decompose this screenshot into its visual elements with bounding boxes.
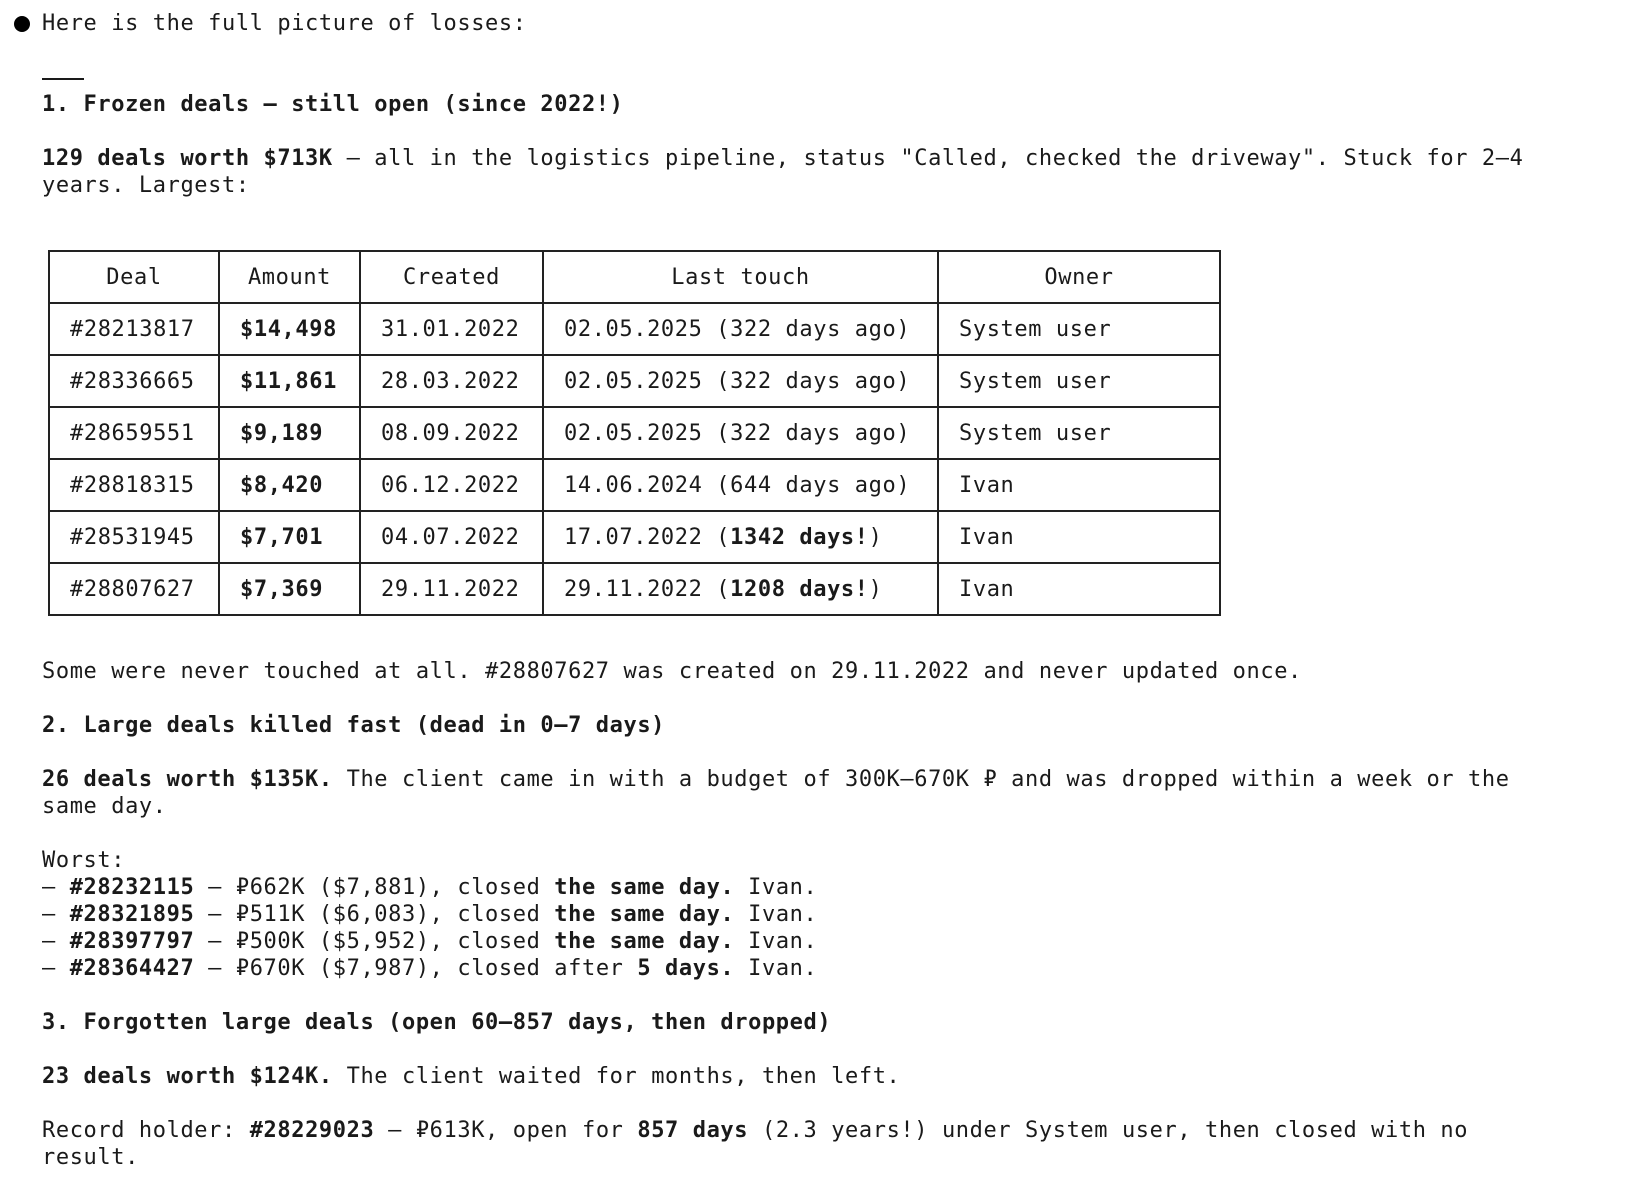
record-holder-days: 857 days <box>637 1118 749 1143</box>
section3-heading: 3. Forgotten large deals (open 60–857 days, then dropped) <box>42 1010 832 1035</box>
cell-created: 04.07.2022 <box>360 511 543 563</box>
worst-list-item: — #28364427 — ₽670K ($7,987), closed after 5 days. Ivan. <box>42 956 818 981</box>
cell-last-touch: 02.05.2025 (322 days ago) <box>543 303 938 355</box>
table-row <box>49 407 1220 459</box>
cell-created: 08.09.2022 <box>360 407 543 459</box>
section1-summary-bold: 129 deals worth $713K <box>42 146 333 171</box>
cell-deal: #28531945 <box>49 511 219 563</box>
worst-list-item: — #28397797 — ₽500K ($5,952), closed the same day. Ivan. <box>42 929 818 954</box>
worst-list-item: — #28321895 — ₽511K ($6,083), closed the same day. Ivan. <box>42 902 818 927</box>
column-header-created: Created <box>360 251 543 303</box>
section2-summary-line1: 26 deals worth $135K. The client came in with a budget of 300K–670K ₽ and was dropped within a week or the <box>42 767 1510 792</box>
cell-created: 29.11.2022 <box>360 563 543 615</box>
cell-amount: $8,420 <box>219 459 360 511</box>
cell-owner: System user <box>938 303 1220 355</box>
cell-created: 06.12.2022 <box>360 459 543 511</box>
cell-deal: #28659551 <box>49 407 219 459</box>
section2-summary-line2: same day. <box>42 794 167 819</box>
section1-heading: 1. Frozen deals — still open (since 2022!) <box>42 92 624 117</box>
table-row <box>49 303 1220 355</box>
cell-deal: #28336665 <box>49 355 219 407</box>
column-header-owner: Owner <box>938 251 1220 303</box>
table-row <box>49 563 1220 615</box>
record-holder-id: #28229023 <box>249 1118 375 1143</box>
section1-summary-line2: years. Largest: <box>42 173 250 198</box>
cell-created: 31.01.2022 <box>360 303 543 355</box>
deal-id: #28397797 <box>69 929 195 954</box>
section1-summary-line1: 129 deals worth $713K — all in the logistics pipeline, status "Called, checked the driveway". Stuck for 2–4 <box>42 146 1524 171</box>
cell-owner: Ivan <box>938 459 1220 511</box>
column-header-deal: Deal <box>49 251 219 303</box>
cell-deal: #28818315 <box>49 459 219 511</box>
record-holder-line1: Record holder: #28229023 — ₽613K, open for 857 days (2.3 years!) under System user, then closed with no <box>42 1118 1469 1143</box>
worst-label: Worst: <box>42 848 126 873</box>
deal-id: #28321895 <box>69 902 195 927</box>
record-holder-line2: result. <box>42 1145 139 1170</box>
cell-owner: System user <box>938 355 1220 407</box>
cell-deal: #28807627 <box>49 563 219 615</box>
cell-deal: #28213817 <box>49 303 219 355</box>
cell-last-touch: 02.05.2025 (322 days ago) <box>543 407 938 459</box>
section2-heading: 2. Large deals killed fast (dead in 0–7 days) <box>42 713 666 738</box>
section3-summary-bold: 23 deals worth $124K. <box>42 1064 333 1089</box>
deal-id: #28232115 <box>69 875 195 900</box>
cell-amount: $9,189 <box>219 407 360 459</box>
worst-list-item: — #28232115 — ₽662K ($7,881), closed the same day. Ivan. <box>42 875 818 900</box>
intro-text: Here is the full picture of losses: <box>42 11 527 36</box>
message-bullet-icon <box>14 16 30 32</box>
cell-last-touch: 29.11.2022 (1208 days!) <box>543 563 938 615</box>
cell-amount: $7,369 <box>219 563 360 615</box>
cell-amount: $7,701 <box>219 511 360 563</box>
column-header-amount: Amount <box>219 251 360 303</box>
table-row <box>49 355 1220 407</box>
column-header-last-touch: Last touch <box>543 251 938 303</box>
cell-owner: System user <box>938 407 1220 459</box>
horizontal-rule <box>42 78 84 80</box>
cell-last-touch: 02.05.2025 (322 days ago) <box>543 355 938 407</box>
section1-note: Some were never touched at all. #28807627 was created on 29.11.2022 and never updated once. <box>42 659 1302 684</box>
cell-last-touch: 17.07.2022 (1342 days!) <box>543 511 938 563</box>
cell-amount: $14,498 <box>219 303 360 355</box>
section2-summary-bold: 26 deals worth $135K. <box>42 767 333 792</box>
frozen-deals-table <box>48 250 1221 616</box>
cell-owner: Ivan <box>938 511 1220 563</box>
cell-last-touch: 14.06.2024 (644 days ago) <box>543 459 938 511</box>
table-row <box>49 511 1220 563</box>
cell-owner: Ivan <box>938 563 1220 615</box>
deal-id: #28364427 <box>69 956 195 981</box>
cell-amount: $11,861 <box>219 355 360 407</box>
table-row <box>49 459 1220 511</box>
cell-created: 28.03.2022 <box>360 355 543 407</box>
table-header-row <box>49 251 1220 303</box>
section3-summary: 23 deals worth $124K. The client waited for months, then left. <box>42 1064 901 1089</box>
